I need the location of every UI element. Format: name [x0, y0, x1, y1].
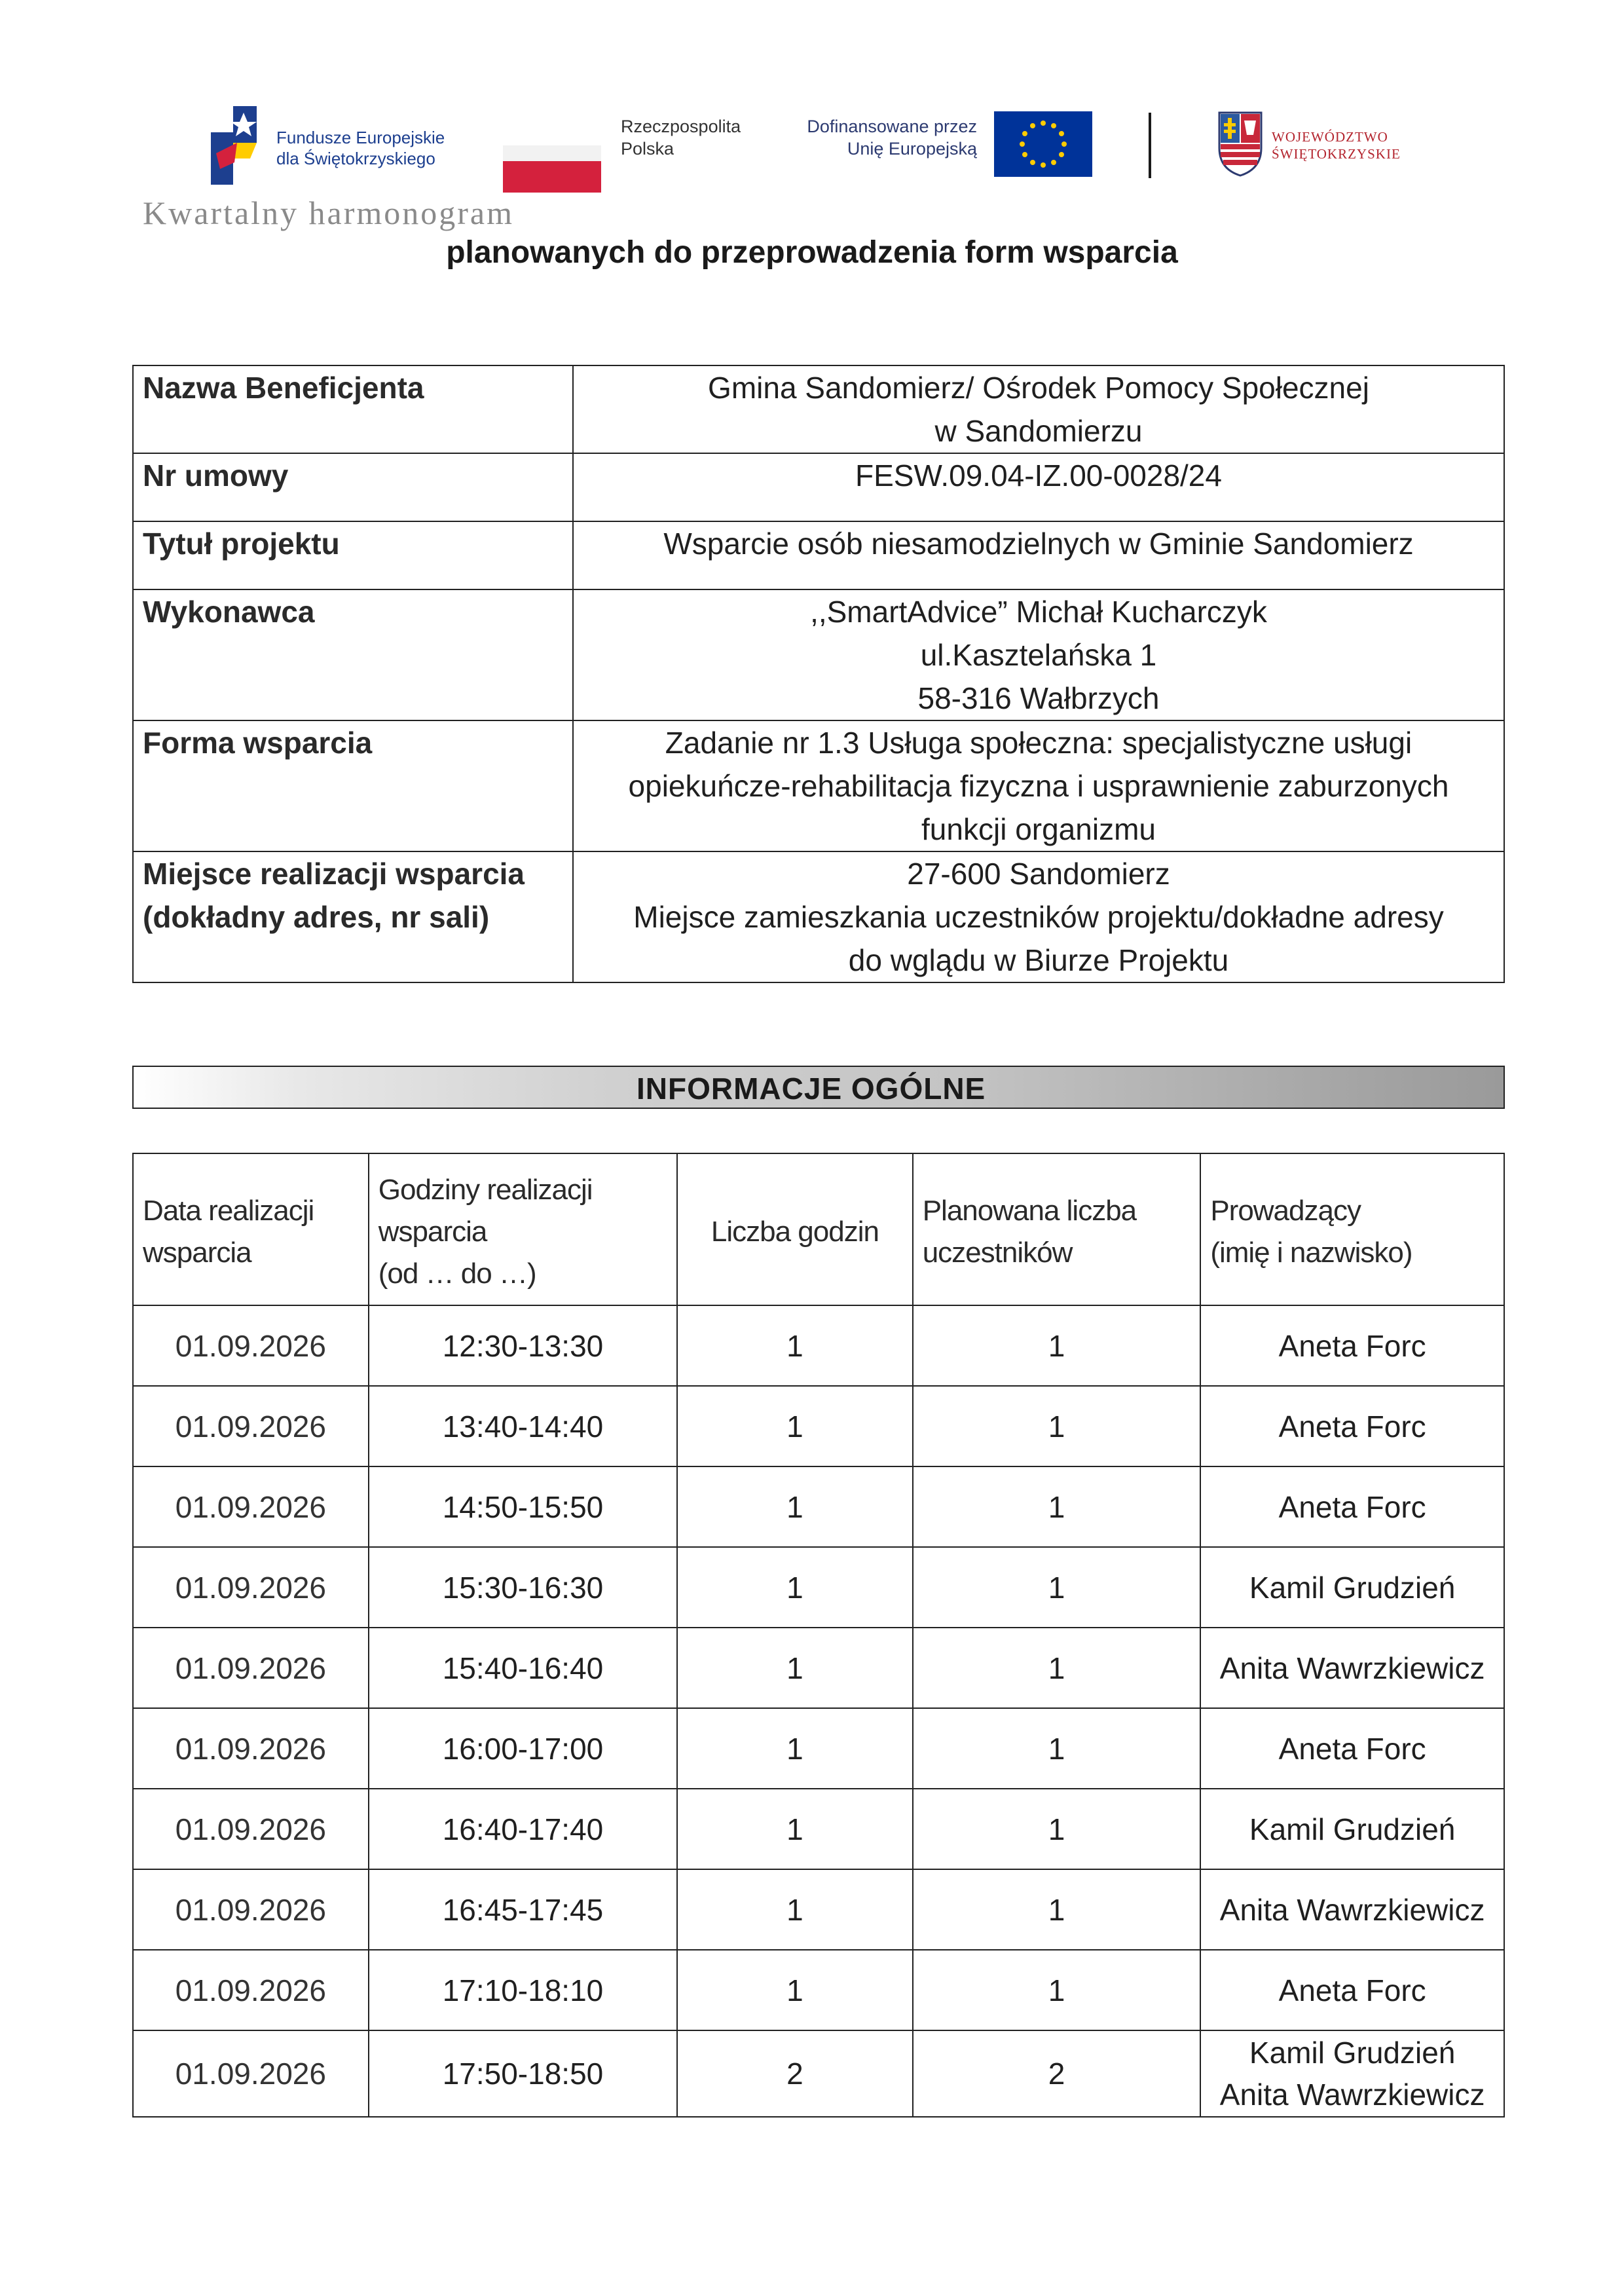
- info-value-line: Miejsce zamieszkania uczestników projektu/dokładne adresy: [633, 900, 1444, 934]
- cell-participants: 1: [913, 1547, 1201, 1628]
- info-row-project-title: [133, 521, 1504, 589]
- cell-hours: 16:45-17:45: [369, 1869, 677, 1950]
- info-value: [573, 851, 1504, 982]
- cell-instructor: Aneta Forc: [1200, 1708, 1504, 1789]
- info-value-line: Zadanie nr 1.3 Usługa społeczna: specjalistyczne usługi: [665, 726, 1412, 760]
- cell-hours: 12:30-13:30: [369, 1305, 677, 1386]
- info-row-contractor: [133, 589, 1504, 720]
- info-key: Forma wsparcia: [133, 720, 573, 851]
- cell-hours: 15:30-16:30: [369, 1547, 677, 1628]
- cell-instructor: Anita Wawrzkiewicz: [1200, 1628, 1504, 1708]
- info-value-line: opiekuńcze-rehabilitacja fizyczna i usprawnienie zaburzonych: [628, 769, 1449, 803]
- page-subtitle: planowanych do przeprowadzenia form wsparcia: [446, 235, 1178, 270]
- cell-hour-count: 1: [677, 1466, 913, 1547]
- column-header-instructor: Prowadzący (imię i nazwisko): [1200, 1153, 1504, 1305]
- schedule-table: [132, 1153, 1505, 2118]
- section-title: INFORMACJE OGÓLNE: [637, 1072, 986, 1106]
- cell-hour-count: 1: [677, 1708, 913, 1789]
- schedule-header-row: [133, 1153, 1504, 1305]
- info-value-line: Gmina Sandomierz/ Ośrodek Pomocy Społecznej: [708, 371, 1369, 405]
- cell-hour-count: 1: [677, 1789, 913, 1869]
- cell-participants: 2: [913, 2030, 1201, 2117]
- info-key: Nr umowy: [133, 453, 573, 521]
- cell-date: 01.09.2026: [133, 1466, 369, 1547]
- eu-text-line2: Unię Europejską: [847, 139, 977, 159]
- cell-participants: 1: [913, 1950, 1201, 2030]
- info-value-line: FESW.09.04-IZ.00-0028/24: [855, 458, 1222, 493]
- table-row: [133, 1869, 1504, 1950]
- cell-date: 01.09.2026: [133, 1628, 369, 1708]
- info-key: Nazwa Beneficjenta: [133, 365, 573, 453]
- rp-logo: [503, 111, 778, 183]
- info-value: [573, 365, 1504, 453]
- info-key: Wykonawca: [133, 589, 573, 720]
- fe-emblem-icon: [211, 106, 270, 185]
- column-header-date: Data realizacji wsparcia: [133, 1153, 369, 1305]
- cell-hours: 16:00-17:00: [369, 1708, 677, 1789]
- cell-instructor: Anita Wawrzkiewicz: [1200, 1869, 1504, 1950]
- cell-date: 01.09.2026: [133, 1789, 369, 1869]
- cell-participants: 1: [913, 1869, 1201, 1950]
- table-row: [133, 1386, 1504, 1466]
- cell-hours: 17:50-18:50: [369, 2030, 677, 2117]
- info-value: [573, 453, 1504, 521]
- swietokrzyskie-logo: [1217, 109, 1426, 181]
- table-row: [133, 1628, 1504, 1708]
- fe-text-line2: dla Świętokrzyskiego: [276, 149, 435, 168]
- eu-logo: [787, 111, 1180, 183]
- logo-divider: [1149, 113, 1151, 178]
- info-value-line: do wglądu w Biurze Projektu: [848, 943, 1229, 977]
- cell-instructor: Kamil Grudzień Anita Wawrzkiewicz: [1200, 2030, 1504, 2117]
- cell-hour-count: 1: [677, 1628, 913, 1708]
- info-value-line: 58-316 Wałbrzych: [917, 681, 1160, 715]
- cell-instructor: Kamil Grudzień: [1200, 1547, 1504, 1628]
- column-header-hours: Godziny realizacji wsparcia (od … do …): [369, 1153, 677, 1305]
- cell-date: 01.09.2026: [133, 1869, 369, 1950]
- eu-text-line1: Dofinansowane przez: [807, 117, 977, 136]
- cell-instructor: Aneta Forc: [1200, 1466, 1504, 1547]
- info-value: [573, 589, 1504, 720]
- cell-participants: 1: [913, 1708, 1201, 1789]
- region-coat-of-arms-icon: [1217, 109, 1264, 177]
- sw-text-line1: WOJEWÓDZTWO: [1272, 129, 1388, 145]
- table-row: [133, 1305, 1504, 1386]
- info-row-beneficiary: [133, 365, 1504, 453]
- cell-date: 01.09.2026: [133, 1305, 369, 1386]
- section-header-bar: [132, 1066, 1505, 1109]
- info-value-line: funkcji organizmu: [921, 812, 1156, 846]
- cell-hours: 14:50-15:50: [369, 1466, 677, 1547]
- cell-participants: 1: [913, 1466, 1201, 1547]
- poland-flag-icon: [503, 145, 601, 193]
- cell-instructor: Aneta Forc: [1200, 1950, 1504, 2030]
- cell-hours: 13:40-14:40: [369, 1386, 677, 1466]
- cell-hour-count: 1: [677, 1950, 913, 2030]
- schedule-body: [133, 1305, 1504, 2117]
- table-row: [133, 1789, 1504, 1869]
- cell-date: 01.09.2026: [133, 2030, 369, 2117]
- cell-hour-count: 1: [677, 1386, 913, 1466]
- cell-instructor: Kamil Grudzień: [1200, 1789, 1504, 1869]
- info-value-line: w Sandomierzu: [934, 414, 1143, 448]
- column-header-hour-count: Liczba godzin: [677, 1153, 913, 1305]
- table-row: [133, 1708, 1504, 1789]
- page-title: Kwartalny harmonogram: [143, 195, 515, 231]
- cell-date: 01.09.2026: [133, 1386, 369, 1466]
- cell-participants: 1: [913, 1628, 1201, 1708]
- info-key: Miejsce realizacji wsparcia (dokładny adres, nr sali): [133, 851, 573, 982]
- cell-hour-count: 1: [677, 1869, 913, 1950]
- info-value-line: ,,SmartAdvice” Michał Kucharczyk: [810, 595, 1267, 629]
- cell-hour-count: 1: [677, 1305, 913, 1386]
- info-value-line: ul.Kasztelańska 1: [920, 638, 1157, 672]
- cell-date: 01.09.2026: [133, 1547, 369, 1628]
- info-value: [573, 720, 1504, 851]
- cell-hour-count: 1: [677, 1547, 913, 1628]
- cell-instructor: Aneta Forc: [1200, 1386, 1504, 1466]
- eu-flag-icon: [994, 111, 1092, 177]
- cell-date: 01.09.2026: [133, 1950, 369, 2030]
- cell-date: 01.09.2026: [133, 1708, 369, 1789]
- beneficiary-info-table: [132, 365, 1505, 983]
- info-key: Tytuł projektu: [133, 521, 573, 589]
- info-value-line: Wsparcie osób niesamodzielnych w Gminie Sandomierz: [663, 527, 1414, 561]
- table-row: [133, 1466, 1504, 1547]
- column-header-participants: Planowana liczba uczestników: [913, 1153, 1201, 1305]
- cell-hour-count: 2: [677, 2030, 913, 2117]
- cell-participants: 1: [913, 1386, 1201, 1466]
- table-row: [133, 2030, 1504, 2117]
- table-row: [133, 1950, 1504, 2030]
- rp-text-line2: Polska: [621, 139, 674, 159]
- logo-strip: [211, 98, 1429, 190]
- cell-hours: 15:40-16:40: [369, 1628, 677, 1708]
- info-value-line: 27-600 Sandomierz: [907, 857, 1170, 891]
- info-value: [573, 521, 1504, 589]
- fe-text-line1: Fundusze Europejskie: [276, 128, 445, 147]
- cell-participants: 1: [913, 1789, 1201, 1869]
- table-row: [133, 1547, 1504, 1628]
- fe-logo: [211, 106, 473, 185]
- info-row-location: [133, 851, 1504, 982]
- rp-text-line1: Rzeczpospolita: [621, 117, 741, 136]
- info-row-support-form: [133, 720, 1504, 851]
- cell-instructor: Aneta Forc: [1200, 1305, 1504, 1386]
- info-row-contract: [133, 453, 1504, 521]
- sw-text-line2: ŚWIĘTOKRZYSKIE: [1272, 146, 1401, 162]
- cell-participants: 1: [913, 1305, 1201, 1386]
- cell-hours: 17:10-18:10: [369, 1950, 677, 2030]
- cell-hours: 16:40-17:40: [369, 1789, 677, 1869]
